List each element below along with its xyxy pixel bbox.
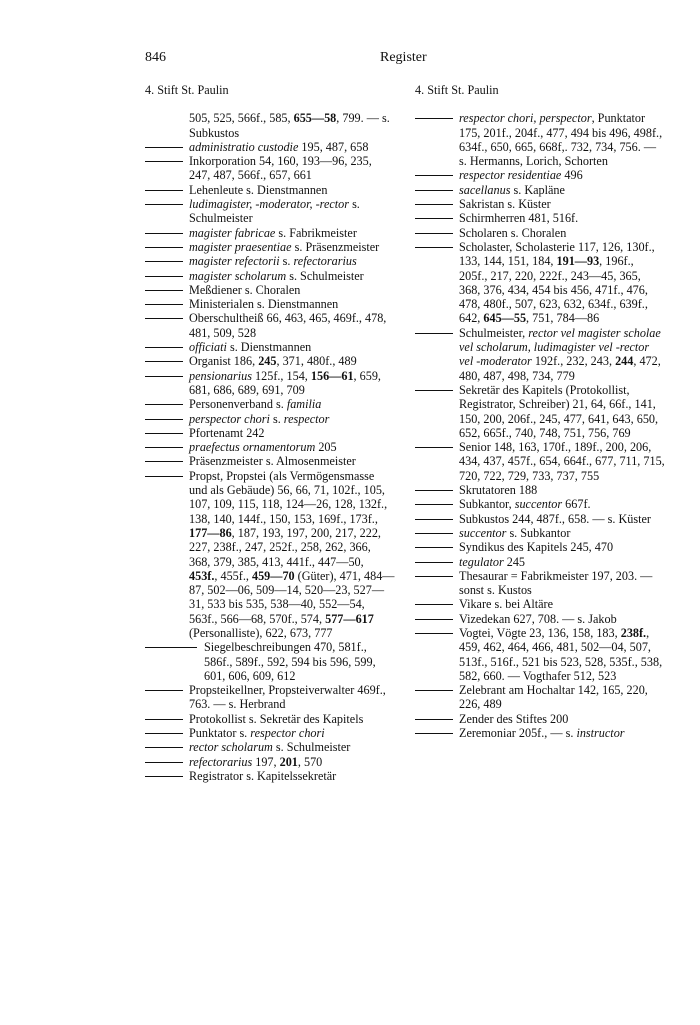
entry-text: Skrutatoren 188 [459, 483, 538, 498]
entry-text: Registrator s. Kapitelssekretär [189, 768, 337, 783]
left-column-title: 4. Stift St. Paulin [145, 83, 229, 97]
entry-dash [415, 504, 453, 505]
entry-text: magister scholarum s. Schulmeister [189, 268, 364, 283]
entry-text: ludimagister, -moderator, -rector s. Schulmeister [189, 197, 360, 226]
entry-text: Zeremoniar 205f., — s. instructor [459, 726, 625, 741]
entry-dash [415, 175, 453, 176]
entry-text: Präsenzmeister s. Almosenmeister [189, 454, 356, 469]
index-entry [145, 683, 395, 712]
entry-text: Syndikus des Kapitels 245, 470 [459, 540, 614, 555]
index-entry [145, 454, 395, 468]
entry-text: Zelebrant am Hochaltar 142, 165, 220, 226, 489 [459, 683, 648, 712]
entry-dash [415, 390, 453, 391]
entry-dash [145, 762, 183, 763]
entry-dash [415, 333, 453, 334]
left-entry-list [145, 111, 395, 783]
entry-text: Scholaren s. Choralen [459, 225, 567, 240]
entry-dash [415, 533, 453, 534]
entry-text: succentor s. Subkantor [459, 525, 571, 540]
entry-dash [145, 747, 183, 748]
index-entry [415, 712, 665, 726]
index-entry [415, 383, 665, 440]
entry-text: Senior 148, 163, 170f., 189f., 200, 206, 434, 437, 457f., 654, 664f., 677, 711, 715, 720, 722, 729, 733, 737, 755 [459, 440, 665, 483]
entry-text: Sakristan s. Küster [459, 197, 551, 212]
entry-text: Zender des Stiftes 200 [459, 711, 569, 726]
entry-dash [145, 147, 183, 148]
entry-dash [145, 476, 183, 477]
entry-text: Personenverband s. familia [189, 397, 322, 412]
entry-text: magister fabricae s. Fabrikmeister [189, 225, 357, 240]
index-entry [145, 469, 395, 641]
entry-text: magister refectorii s. refectorarius [189, 254, 357, 269]
index-entry [415, 512, 665, 526]
index-entry [415, 726, 665, 740]
index-entry [145, 755, 395, 769]
entry-dash [415, 733, 453, 734]
entry-text: Organist 186, 245, 371, 480f., 489 [189, 354, 357, 369]
entry-dash [415, 604, 453, 605]
entry-text: 505, 525, 566f., 585, 655—58, 799. — s. Subkustos [189, 111, 390, 140]
entry-text: Siegelbeschreibungen 470, 581f., 586f., 589f., 592, 594 bis 596, 599, 601, 606, 609, 612 [204, 640, 376, 683]
entry-text: Protokollist s. Sekretär des Kapitels [189, 711, 364, 726]
right-column [415, 83, 665, 740]
index-entry [415, 168, 665, 182]
index-entry [145, 440, 395, 454]
entry-dash [145, 647, 197, 648]
index-entry [145, 111, 395, 140]
right-entry-list [415, 111, 665, 740]
entry-dash [145, 161, 183, 162]
index-entry [145, 712, 395, 726]
entry-text: Vizedekan 627, 708. — s. Jakob [459, 611, 617, 626]
index-entry [145, 412, 395, 426]
entry-text: respector chori, perspector, Punktator 175, 201f., 204f., 477, 494 bis 496, 498f., 634f., 650, 665, 668f,. 732, 734, 756. — s. Hermanns, Lorich, Schorten [459, 111, 663, 169]
right-column-title: 4. Stift St. Paulin [415, 83, 499, 97]
entry-text: Ministerialen s. Dienstmannen [189, 297, 339, 312]
index-entry [415, 326, 665, 383]
index-entry [145, 340, 395, 354]
index-entry [415, 569, 665, 598]
entry-dash [145, 733, 183, 734]
entry-dash [145, 276, 183, 277]
index-entry [415, 111, 665, 168]
entry-text: respector residentiae 496 [459, 168, 583, 183]
entry-text: tegulator 245 [459, 554, 526, 569]
entry-text: Subkantor, succentor 667f. [459, 497, 591, 512]
entry-dash [145, 376, 183, 377]
entry-dash [145, 290, 183, 291]
entry-text: Lehenleute s. Dienstmannen [189, 182, 328, 197]
entry-dash [415, 247, 453, 248]
entry-dash [145, 690, 183, 691]
index-entry [145, 140, 395, 154]
entry-dash [145, 361, 183, 362]
entry-dash [145, 404, 183, 405]
entry-dash [415, 562, 453, 563]
index-entry [415, 497, 665, 511]
index-entry [145, 254, 395, 268]
index-entry [415, 555, 665, 569]
index-entry [145, 640, 395, 683]
index-entry [415, 211, 665, 225]
index-entry [415, 240, 665, 326]
index-entry [415, 540, 665, 554]
index-entry [145, 269, 395, 283]
entry-text: Sekretär des Kapitels (Protokollist, Registrator, Schreiber) 21, 64, 66f., 141, 150, 200, 206f., 245, 477, 641, 643, 650, 652, 665f., 740, 748, 751, 756, 769 [459, 382, 659, 440]
index-entry [415, 183, 665, 197]
index-entry [415, 612, 665, 626]
index-entry [415, 226, 665, 240]
entry-dash [415, 218, 453, 219]
entry-dash [415, 719, 453, 720]
entry-dash [415, 190, 453, 191]
index-entry [145, 311, 395, 340]
entry-dash [145, 461, 183, 462]
index-entry [415, 597, 665, 611]
entry-dash [145, 204, 183, 205]
entry-text: rector scholarum s. Schulmeister [189, 740, 351, 755]
entry-text: officiati s. Dienstmannen [189, 340, 312, 355]
entry-text: praefectus ornamentorum 205 [189, 440, 337, 455]
entry-text: Vogtei, Vögte 23, 136, 158, 183, 238f., 459, 462, 464, 466, 481, 502—04, 507, 513f., 516f., 521 bis 523, 528, 535f., 538, 582, 660. — Vogthafer 512, 523 [459, 625, 663, 683]
entry-dash [415, 547, 453, 548]
index-entry [415, 626, 665, 683]
index-entry [145, 740, 395, 754]
index-entry [145, 354, 395, 368]
entry-dash [145, 190, 183, 191]
index-entry [415, 483, 665, 497]
entry-dash [415, 204, 453, 205]
index-entry [415, 440, 665, 483]
entry-text: Propst, Propstei (als Vermögensmasse und als Gebäude) 56, 66, 71, 102f., 105, 107, 109, 115, 118, 124—26, 128, 132f., 138, 140, 144f., 150, 153, 169f., 173f., 177—86, 187, 193, 197, 200, 217, 222, 227, 238f., 247, 252f., 258, 262, 366, 368, 379, 385, 413, 441f., 447—50, 453f., 455f., 459—70 (Güter), 471, 484—87, 502—06, 509—14, 520—23, 527—31, 533 bis 535, 538—40, 552—54, 563f., 566—68, 570f., 574, 577—617 (Personalliste), 622, 673, 777 [189, 468, 395, 640]
entry-text: Inkorporation 54, 160, 193—96, 235, 247, 487, 566f., 657, 661 [189, 154, 372, 183]
index-entry [145, 154, 395, 183]
entry-text: Propsteikellner, Propsteiverwalter 469f., 763. — s. Herbrand [189, 683, 386, 712]
entry-dash [145, 347, 183, 348]
index-entry [145, 369, 395, 398]
entry-text: refectorarius 197, 201, 570 [189, 754, 323, 769]
entry-dash [415, 633, 453, 634]
entry-dash [145, 776, 183, 777]
entry-dash [145, 719, 183, 720]
entry-dash [145, 304, 183, 305]
entry-text: magister praesentiae s. Präsenzmeister [189, 239, 380, 254]
running-title: Register [380, 50, 427, 65]
entry-text: administratio custodie 195, 487, 658 [189, 139, 369, 154]
entry-dash [145, 447, 183, 448]
entry-dash [145, 433, 183, 434]
entry-text: Punktator s. respector chori [189, 726, 325, 741]
entry-dash [415, 619, 453, 620]
entry-dash [415, 447, 453, 448]
index-entry [145, 197, 395, 226]
entry-dash [415, 118, 453, 119]
entry-text: Pfortenamt 242 [189, 425, 265, 440]
entry-text: sacellanus s. Kapläne [459, 182, 565, 197]
entry-text: Thesaurar = Fabrikmeister 197, 203. — sonst s. Kustos [459, 568, 653, 598]
entry-dash [145, 261, 183, 262]
index-entry [145, 226, 395, 240]
index-entry [415, 197, 665, 211]
entry-dash [145, 233, 183, 234]
entry-text: Schirmherren 481, 516f. [459, 211, 579, 226]
entry-dash [145, 419, 183, 420]
index-entry [145, 283, 395, 297]
entry-text: Schulmeister, rector vel magister scholae vel scholarum, ludimagister vel -rector vel -moderator 192f., 232, 243, 244, 472, 480, 487, 498, 734, 779 [459, 325, 661, 383]
entry-dash [145, 318, 183, 319]
index-entry [145, 769, 395, 783]
entry-text: perspector chori s. respector [189, 411, 330, 426]
index-entry [145, 397, 395, 411]
index-entry [415, 683, 665, 712]
entry-text: Oberschultheiß 66, 463, 465, 469f., 478, 481, 509, 528 [189, 311, 387, 340]
entry-dash [415, 233, 453, 234]
entry-dash [415, 690, 453, 691]
entry-dash [145, 247, 183, 248]
page-number: 846 [145, 50, 166, 65]
entry-text: Scholaster, Scholasterie 117, 126, 130f., 133, 144, 151, 184, 191—93, 196f., 205f., 217, 220, 222f., 243—45, 365, 368, 376, 434, 454 bis 456, 471f., 476, 478, 480f., 507, 623, 632, 634f., 639f., 642, 645—55, 751, 784—86 [459, 239, 655, 326]
entry-text: Meßdiener s. Choralen [189, 282, 301, 297]
entry-text: Subkustos 244, 487f., 658. — s. Küster [459, 511, 651, 526]
entry-text: pensionarius 125f., 154, 156—61, 659, 681, 686, 689, 691, 709 [189, 368, 381, 397]
entry-dash [415, 576, 453, 577]
entry-dash [415, 490, 453, 491]
left-column [145, 83, 395, 783]
index-entry [145, 183, 395, 197]
index-entry [145, 297, 395, 311]
index-entry [145, 726, 395, 740]
index-entry [145, 240, 395, 254]
index-entry [415, 526, 665, 540]
entry-text: Vikare s. bei Altäre [459, 597, 554, 612]
entry-dash [415, 519, 453, 520]
index-entry [145, 426, 395, 440]
